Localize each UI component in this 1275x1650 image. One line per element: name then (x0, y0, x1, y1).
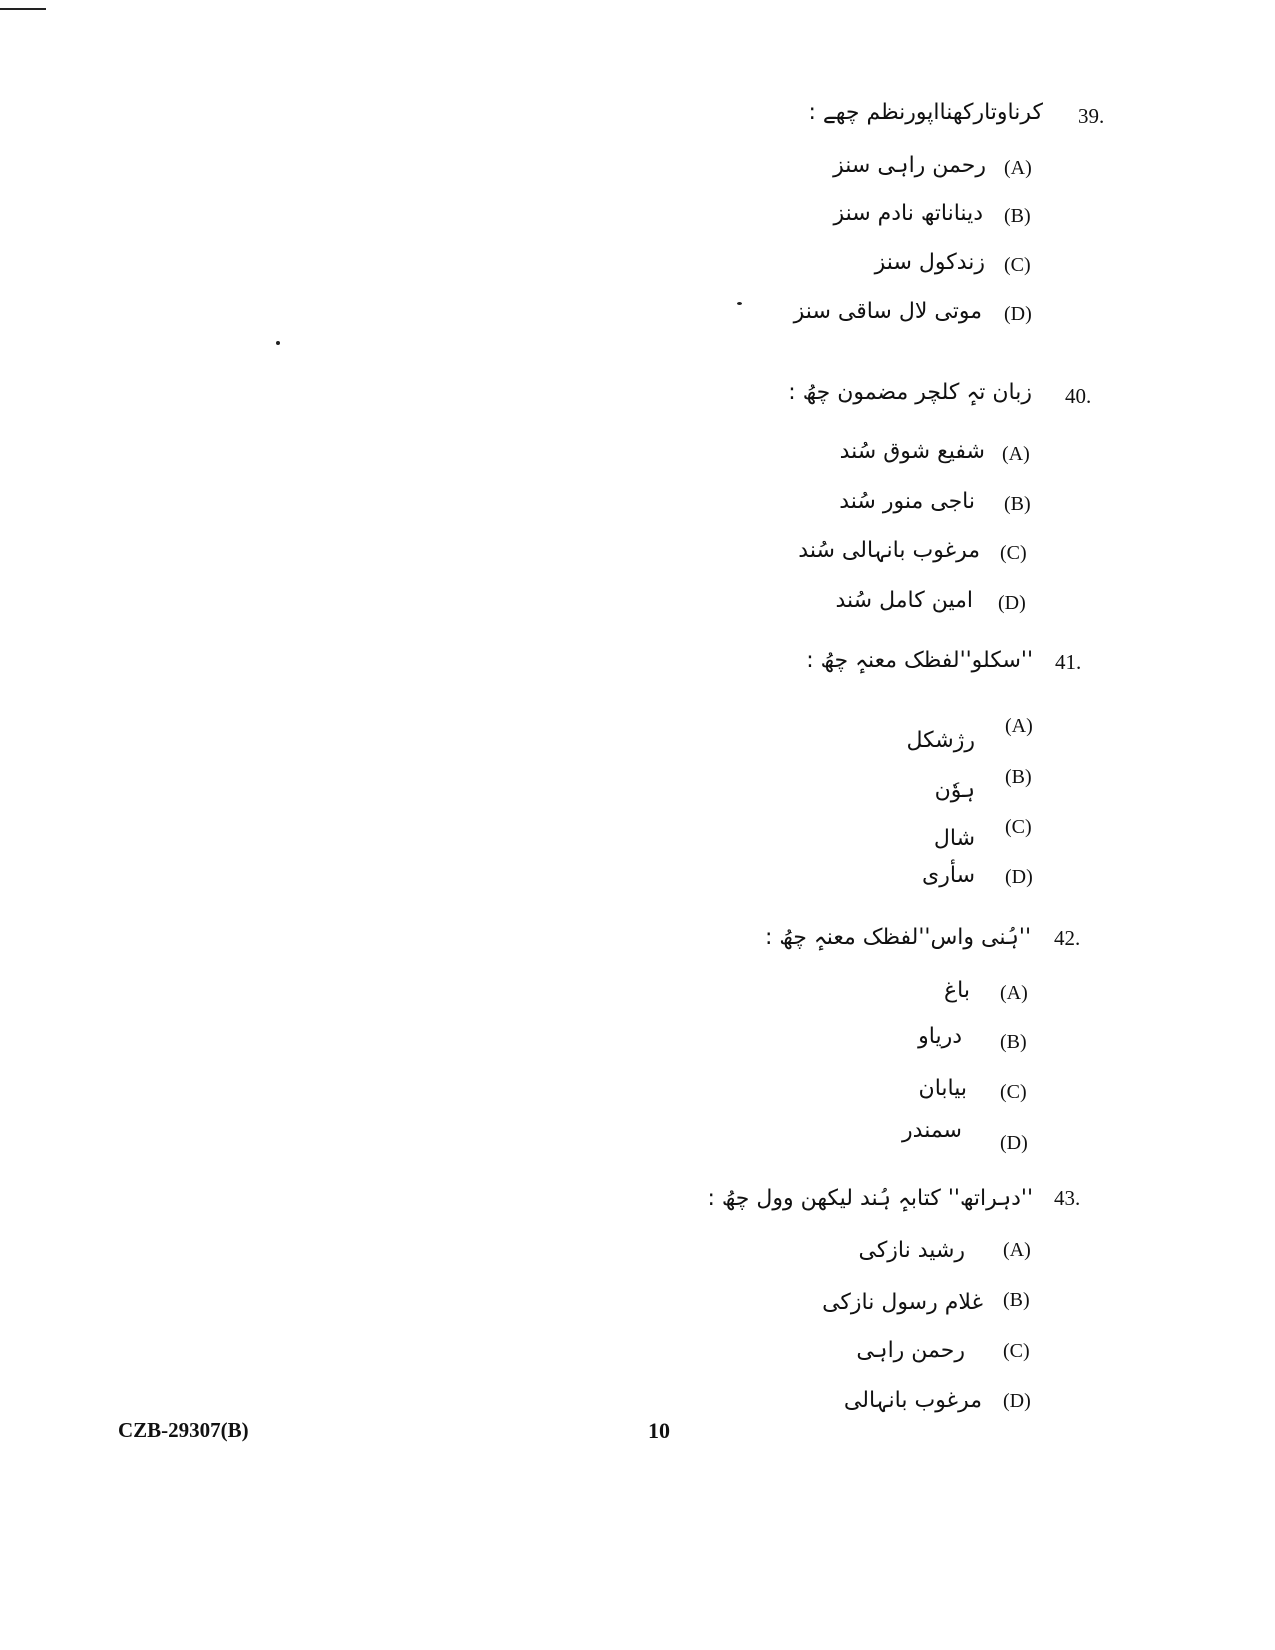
question-text: ''سکلو''لفظک معنہٕ چھُ : (806, 648, 1033, 673)
question-number: 41. (1055, 650, 1082, 674)
option-text[interactable]: سأری (922, 863, 975, 888)
option-label: (D) (1004, 303, 1032, 325)
option-label: (A) (1004, 157, 1032, 179)
option-label: (B) (1000, 1031, 1027, 1053)
option-text[interactable]: مرغوب بانہالی (843, 1388, 982, 1413)
option-text[interactable]: ہوٗن (934, 778, 975, 803)
option-text[interactable]: مرغوب بانہالی سُند (798, 538, 980, 563)
question-text: زبان تہٕ کلچر مضمون چھُ : (788, 380, 1032, 405)
question-number: 43. (1054, 1186, 1081, 1210)
option-label: (D) (1005, 866, 1033, 888)
question-text: کرناوتارکھنااپورنظم چھے : (808, 100, 1043, 125)
paper-code: CZB-29307(B) (118, 1418, 249, 1442)
option-label: (D) (1000, 1132, 1028, 1154)
option-text[interactable]: موتی لال ساقی سنز (793, 299, 982, 324)
scan-dot (737, 302, 742, 305)
option-label: (D) (998, 592, 1026, 614)
option-label: (C) (1004, 254, 1031, 276)
option-text[interactable]: رژشکل (906, 728, 975, 753)
page-number: 10 (648, 1418, 670, 1443)
question-number: 39. (1078, 104, 1105, 128)
option-label: (C) (1000, 542, 1027, 564)
option-label: (B) (1004, 205, 1031, 227)
option-text[interactable]: دیناناتھ نادم سنز (833, 201, 983, 226)
option-text[interactable]: زندکول سنز (874, 250, 985, 275)
option-text[interactable]: سمندر (902, 1118, 962, 1143)
scan-mark (0, 8, 46, 10)
option-text[interactable]: ناجی منور سُند (839, 489, 975, 514)
option-text[interactable]: شال (933, 826, 975, 851)
option-label: (B) (1004, 493, 1031, 515)
option-label: (B) (1003, 1289, 1030, 1311)
option-text[interactable]: رحمن راہی سنز (833, 153, 986, 178)
option-label: (C) (1000, 1081, 1027, 1103)
option-label: (C) (1003, 1340, 1030, 1362)
option-label: (C) (1005, 816, 1032, 838)
option-text[interactable]: غلام رسول نازکی (822, 1290, 983, 1315)
option-label: (A) (1005, 715, 1033, 737)
option-text[interactable]: بیابان (918, 1076, 967, 1101)
question-number: 42. (1054, 926, 1081, 950)
option-label: (A) (1000, 982, 1028, 1004)
scan-dot (276, 341, 280, 345)
option-label: (D) (1003, 1390, 1031, 1412)
option-text[interactable]: باغ (944, 978, 970, 1003)
option-text[interactable]: شفیع شوق سُند (839, 439, 985, 464)
option-label: (A) (1003, 1239, 1031, 1261)
option-text[interactable]: دریاو (918, 1024, 962, 1049)
option-text[interactable]: رشید نازکی (858, 1238, 965, 1263)
option-label: (A) (1002, 443, 1030, 465)
option-text[interactable]: امین کامل سُند (835, 588, 973, 613)
option-label: (B) (1005, 766, 1032, 788)
question-text: ''ہُنی واس''لفظک معنہٕ چھُ : (764, 925, 1031, 950)
option-text[interactable]: رحمن راہی (856, 1338, 965, 1363)
question-text: ''دہراتھ'' کتابہٕ ہُند لیکھن وول چھُ : (707, 1186, 1033, 1211)
question-number: 40. (1065, 384, 1092, 408)
